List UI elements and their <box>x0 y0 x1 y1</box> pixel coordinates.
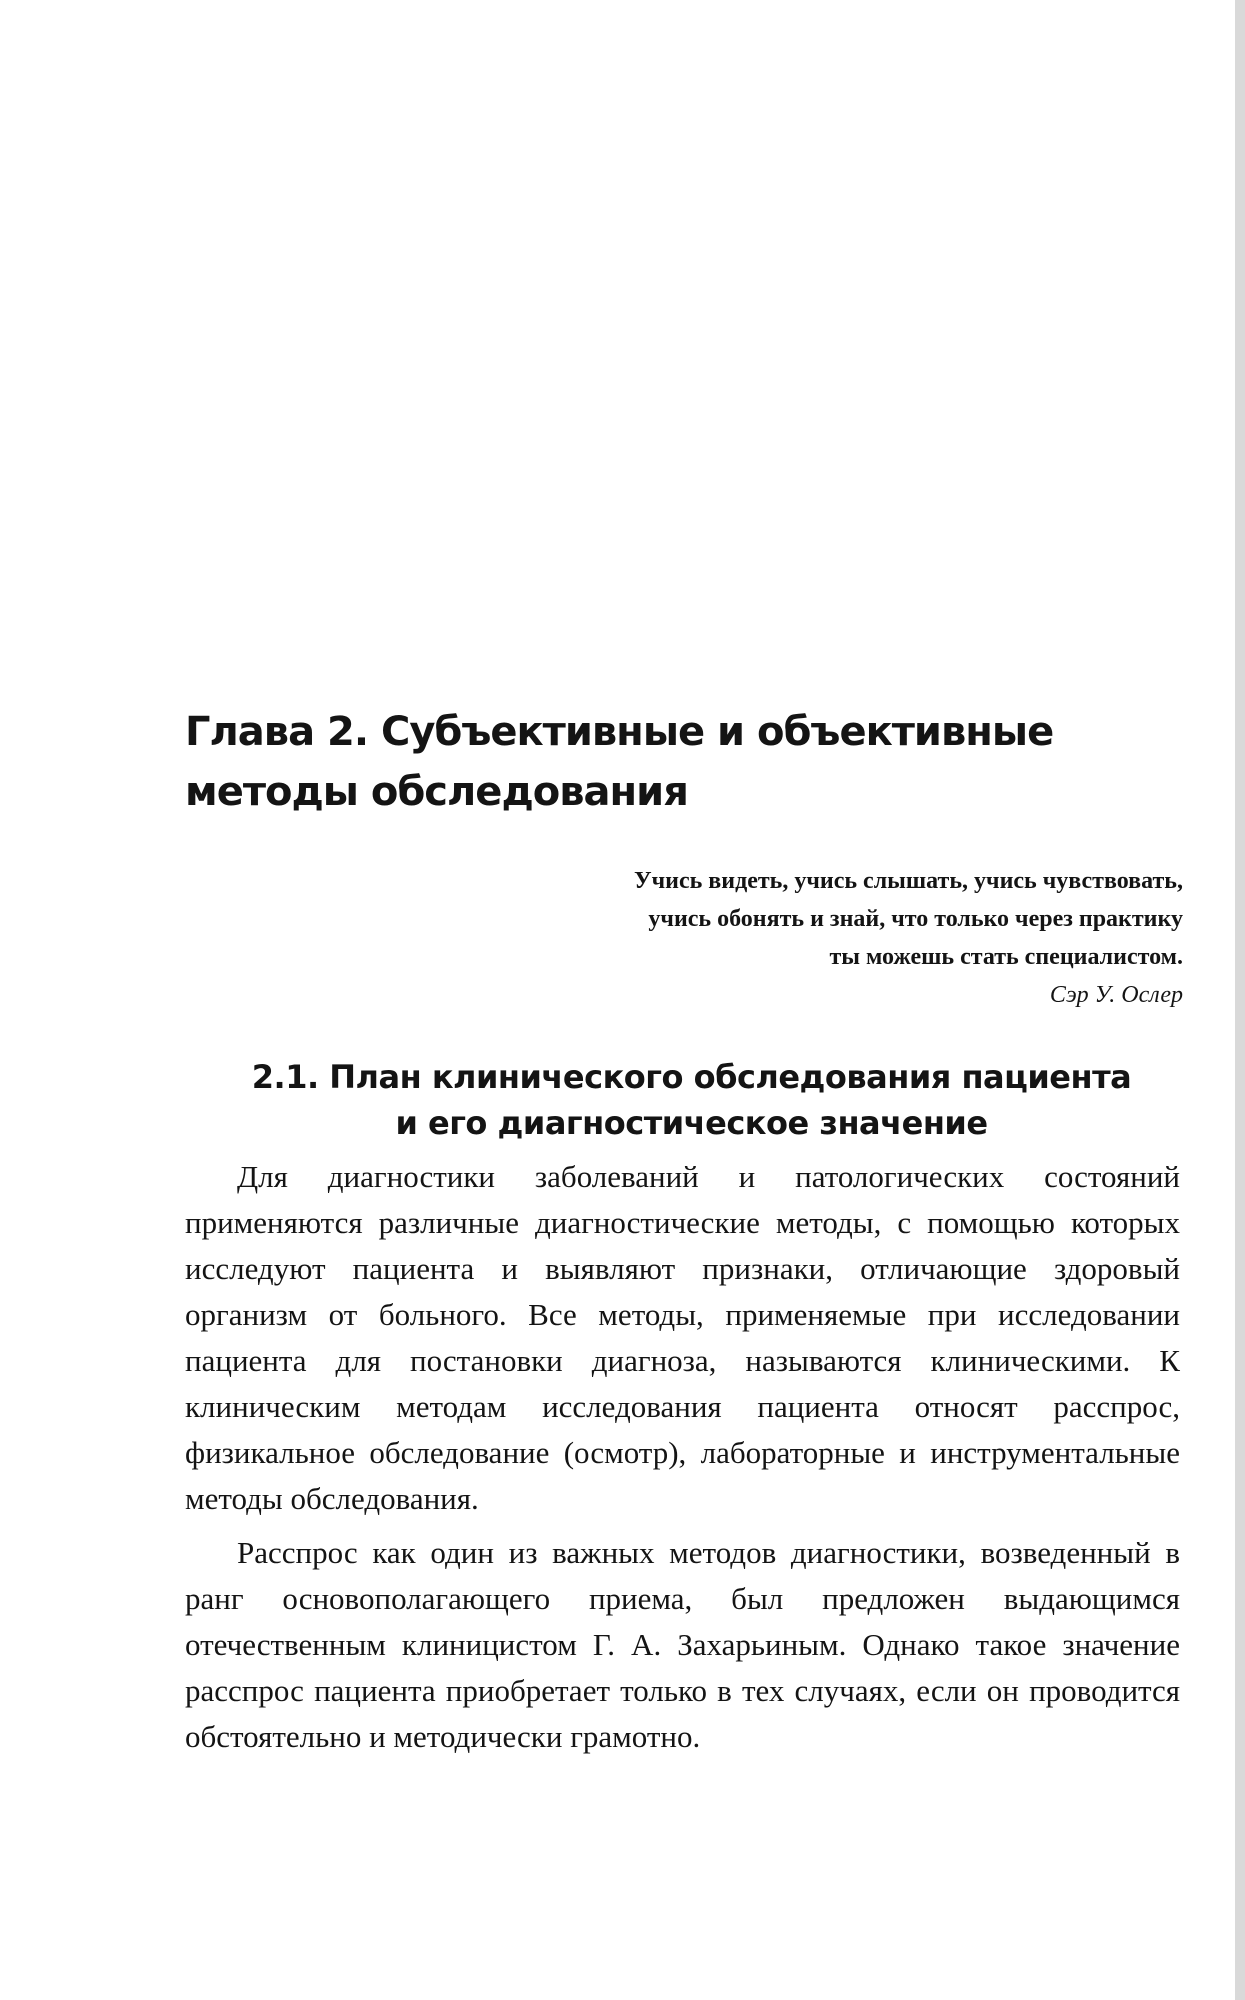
paragraph: Расспрос как один из важных методов диагностики, возведенный в ранг основополагающего приема, был предложен выдающимся отечественным клиницистом Г. А. Захарьиным. Однако такое значение расспрос пациента приобретает только в тех случаях, если он проводится обстоятельно и методически грамотно. <box>185 1535 1180 1754</box>
epigraph-line: учись обонять и знай, что только через практику <box>648 906 1183 932</box>
page-edge <box>1235 0 1245 2000</box>
chapter-title-line-2: методы обследования <box>185 769 688 815</box>
chapter-title-line-1: Глава 2. Субъективные и объективные <box>185 709 1054 755</box>
epigraph-line: ты можешь стать специалистом. <box>829 944 1183 970</box>
section-title <box>203 1054 1180 1146</box>
body-text <box>185 1154 1180 1760</box>
book-page <box>185 702 1183 1768</box>
epigraph-line: Учись видеть, учись слышать, учись чувствовать, <box>633 868 1183 894</box>
epigraph-author: Сэр У. Ослер <box>1049 982 1183 1008</box>
section-title-line-1: 2.1. План клинического обследования пациента <box>251 1058 1132 1096</box>
chapter-title <box>185 702 1180 822</box>
section-title-line-2: и его диагностическое значение <box>395 1104 988 1142</box>
epigraph <box>355 862 1183 1014</box>
paragraph: Для диагностики заболеваний и патологических состояний применяются различные диагностические методы, с помощью которых исследуют пациента и выявляют признаки, отличающие здоровый организм от больного. Все методы, применяемые при исследовании пациента для постановки диагноза, называются клиническими. К клиническим методам исследования пациента относят расспрос, физикальное обследование (осмотр), лабораторные и инструментальные методы обследования. <box>185 1159 1180 1516</box>
